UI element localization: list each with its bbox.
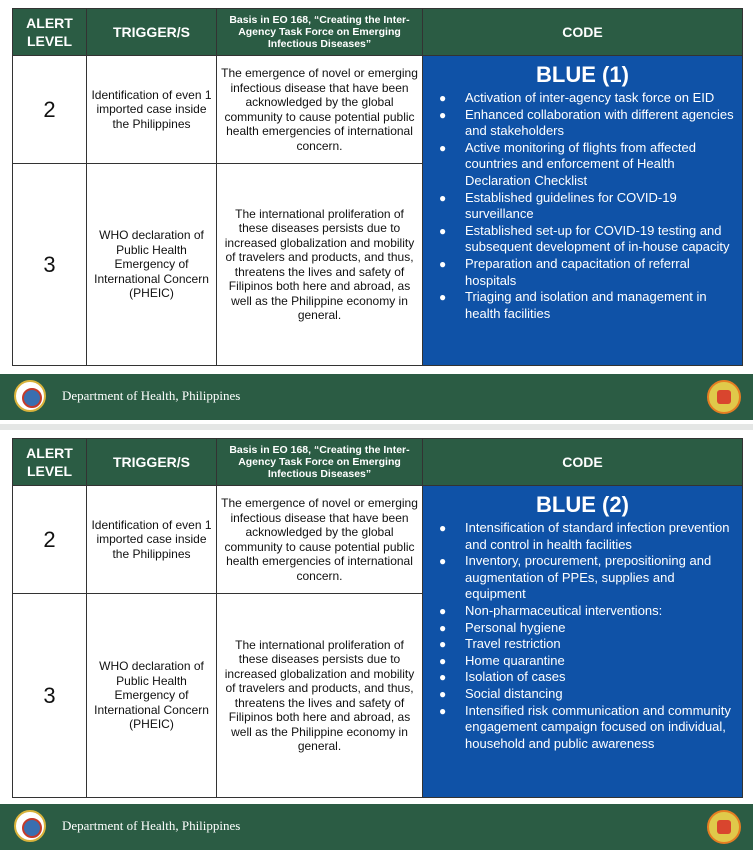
- department-name: Department of Health, Philippines: [62, 818, 241, 833]
- bullet-icon: ●: [439, 91, 447, 105]
- header-code: CODE: [423, 439, 743, 486]
- list-item: ● Non-pharmaceutical interventions:: [439, 602, 663, 618]
- footer-bar: [0, 804, 753, 850]
- list-item: ● Intensification of standard infection prevention and control in health facilities: [439, 520, 730, 552]
- list-item: ● Intensified risk communication and community engagement campaign focused on individual, household and public awareness: [439, 702, 731, 751]
- basis-cell: The international proliferation of these diseases persists due to increased globalization and mobility of travelers and products, and thus, threatens the lives and safety of Filipinos both here and abroad, as well as the Philippine economy in general.: [217, 164, 423, 366]
- code-cell: [423, 56, 743, 366]
- header-alert-level: ALERT LEVEL: [13, 9, 87, 56]
- trigger-cell: Identification of even 1 imported case inside the Philippines: [87, 486, 217, 594]
- bullet-icon: ●: [439, 256, 447, 271]
- list-item: ● Personal hygiene: [439, 619, 566, 635]
- bullet-icon: ●: [439, 686, 447, 701]
- alert-level-cell: 3: [13, 164, 87, 366]
- list-item: ● Established guidelines for COVID-19 surveillance: [439, 189, 677, 222]
- bullet-icon: ●: [439, 703, 447, 718]
- bullet-icon: ●: [439, 521, 447, 535]
- table-row: [13, 486, 743, 594]
- bullet-icon: ●: [439, 140, 447, 155]
- code-action-list: [431, 90, 734, 322]
- bullet-icon: ●: [439, 603, 447, 618]
- campaign-logo: [707, 810, 741, 844]
- list-item: ● Isolation of cases: [439, 669, 566, 685]
- table-row: [13, 56, 743, 164]
- header-triggers: TRIGGER/S: [87, 439, 217, 486]
- alert-table: [12, 8, 743, 366]
- code-title: BLUE (2): [536, 492, 629, 517]
- header-row: [13, 439, 743, 486]
- alert-level-cell: 2: [13, 486, 87, 594]
- alert-table-panel-blue-1: [0, 0, 753, 424]
- list-item: ● Travel restriction: [439, 636, 561, 652]
- footer-bar: [0, 374, 753, 420]
- trigger-cell: WHO declaration of Public Health Emergency of International Concern (PHEIC): [87, 164, 217, 366]
- header-code: CODE: [423, 9, 743, 56]
- doh-seal-logo: [14, 380, 46, 412]
- trigger-cell: Identification of even 1 imported case inside the Philippines: [87, 56, 217, 164]
- basis-cell: The emergence of novel or emerging infectious disease that have been acknowledged by the global community to cause potential public health emergencies of international concern.: [217, 56, 423, 164]
- list-item: ● Active monitoring of flights from affected countries and enforcement of Health Declaration Checklist: [439, 139, 696, 188]
- header-triggers: TRIGGER/S: [87, 9, 217, 56]
- header-row: [13, 9, 743, 56]
- alert-table-panel-blue-2: [0, 430, 753, 854]
- list-item: ● Triaging and isolation and management in health facilities: [439, 289, 707, 321]
- header-alert-level: ALERT LEVEL: [13, 439, 87, 486]
- bullet-icon: ●: [439, 554, 447, 569]
- bullet-icon: ●: [439, 107, 447, 122]
- alert-table: [12, 438, 743, 798]
- code-cell: [423, 486, 743, 798]
- list-item: ● Inventory, procurement, prepositioning and augmentation of PPEs, supplies and equipment: [439, 553, 712, 602]
- header-basis: Basis in EO 168, “Creating the Inter-Agency Task Force on Emerging Infectious Diseases”: [217, 439, 423, 486]
- list-item: ● Social distancing: [439, 685, 563, 701]
- basis-cell: The emergence of novel or emerging infectious disease that have been acknowledged by the global community to cause potential public health emergencies of international concern.: [217, 486, 423, 594]
- bullet-icon: ●: [439, 190, 447, 205]
- code-action-list: [431, 520, 734, 752]
- campaign-logo: [707, 380, 741, 414]
- doh-seal-logo: [14, 810, 46, 842]
- trigger-cell: WHO declaration of Public Health Emergency of International Concern (PHEIC): [87, 594, 217, 798]
- list-item: ● Preparation and capacitation of referral hospitals: [439, 255, 690, 288]
- bullet-icon: ●: [439, 290, 447, 305]
- bullet-icon: ●: [439, 653, 447, 668]
- bullet-icon: ●: [439, 637, 447, 652]
- code-title: BLUE (1): [536, 62, 629, 87]
- basis-cell: The international proliferation of these diseases persists due to increased globalization and mobility of travelers and products, and thus, threatens the lives and safety of Filipinos both here and abroad, as well as the Philippine economy in general.: [217, 594, 423, 798]
- bullet-icon: ●: [439, 223, 447, 238]
- alert-level-cell: 2: [13, 56, 87, 164]
- bullet-icon: ●: [439, 670, 447, 685]
- department-name: Department of Health, Philippines: [62, 388, 241, 403]
- list-item: ● Enhanced collaboration with different agencies and stakeholders: [439, 106, 734, 139]
- list-item: ● Established set-up for COVID-19 testing and subsequent development of in-house capacity: [439, 222, 730, 255]
- header-basis: Basis in EO 168, “Creating the Inter-Agency Task Force on Emerging Infectious Diseases”: [217, 9, 423, 56]
- list-item: ● Activation of inter-agency task force on EID: [439, 90, 715, 105]
- list-item: ● Home quarantine: [439, 652, 565, 668]
- alert-level-cell: 3: [13, 594, 87, 798]
- bullet-icon: ●: [439, 620, 447, 635]
